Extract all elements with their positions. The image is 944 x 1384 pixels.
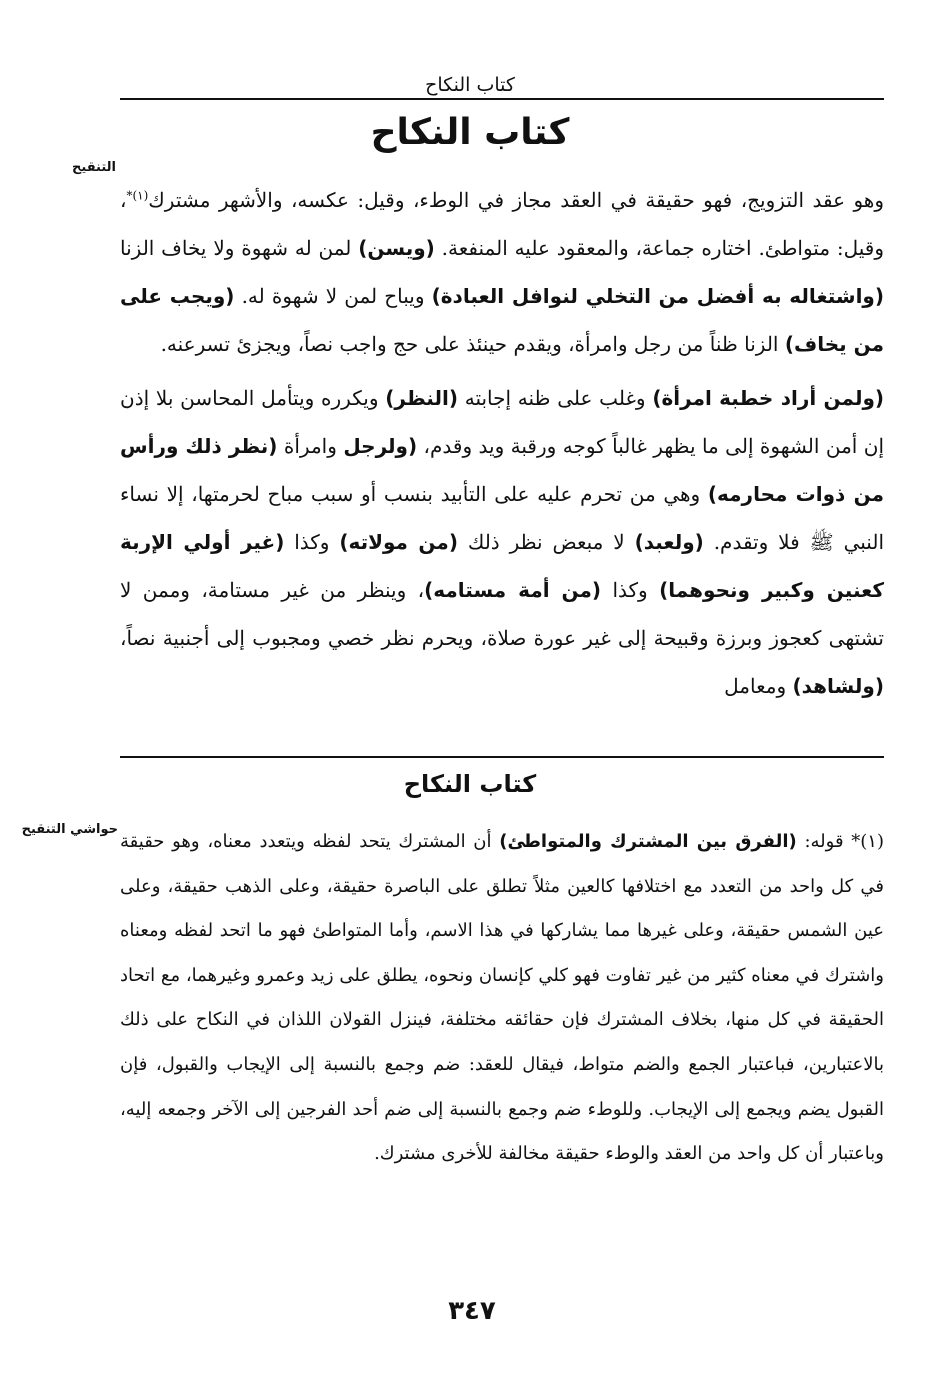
text-run: وغلب على ظنه إجابته — [464, 386, 646, 410]
footnote-1 — [120, 820, 884, 1177]
side-label-tanqih: التنقيح — [72, 160, 116, 175]
bold-term: (ولمن أراد خطبة امرأة) — [652, 386, 885, 410]
text-run: وهو عقد التزويج، فهو حقيقة في العقد مجاز في الوطء، وقيل: عكسه، والأشهر مشترك — [148, 188, 884, 212]
text-run: وكذا — [294, 530, 330, 554]
bold-term: (ويجب على من يخاف) — [120, 284, 884, 356]
bold-term: (ولرجل — [343, 434, 418, 458]
side-label-hawashi: حواشي التنقيح — [21, 822, 118, 837]
bold-term: (ولعبد) — [634, 530, 704, 554]
text-run: ويباح لمن لا شهوة له. — [241, 284, 425, 308]
text-run: وهي من تحرم عليه على التأبيد بنسب أو سبب مباح لحرمتها، إلا نساء النبي ﷺ فلا وتقدم. — [120, 482, 884, 554]
footnote-text — [120, 820, 884, 1177]
bold-term: (من أمة مستامه) — [424, 578, 602, 602]
footnote-marker: (١)* قوله: — [804, 831, 884, 852]
book-title: كتاب النكاح — [370, 112, 570, 153]
text-run: الزنا ظناً من رجل وامرأة، ويقدم حينئذ على حج واجب نصاً، ويجزئ تسرعنه. — [160, 332, 779, 356]
text-run: ويكرره ويتأمل المحاسن بلا إذن إن أمن الشهوة إلى ما يظهر غالباً كوجه ورقبة ويد وقدم، — [120, 386, 885, 458]
paragraph-1 — [120, 176, 884, 368]
footnotes-title: كتاب النكاح — [403, 770, 537, 798]
header-rule — [120, 98, 884, 100]
text-run: أن المشترك يتحد لفظه ويتعدد معناه، وهو حقيقة في كل واحد من التعدد مع اختلافها كالعين مثلاً تطلق على الباصرة حقيقة، وعلى الذهب حقيقة، وعلى عين الشمس حقيقة، وعلى غيرها مما يشاركها في هذا الاسم، وأما المتواطئ فهو ما اتحد لفظه ومعناه واشترك في معناه كثير من غير تفاوت فهو كلي كإنسان ونحوه، يطلق على زيد وعمرو وغيرهما، مع اتحاد الحقيقة في كل منها، بخلاف المشترك فإن حقائقه مختلفة، فينزل القولان اللذان في النكاح على ذلك بالاعتبارين، فباعتبار الجمع والضم متواط، فيقال للعقد: ضم وجمع بالنسبة إلى الإيجاب والقبول، فإن القبول يضم ويجمع إلى الإيجاب. وللوطء ضم وجمع بالنسبة إلى ضم أحد الفرجين إلى الآخر وجمعه إليه، وباعتبار أن كل واحد من العقد والوطء حقيقة مخالفة للأخرى مشترك. — [120, 831, 884, 1165]
text-run: وامرأة — [283, 434, 337, 458]
text-run: ومعامل — [724, 674, 787, 698]
bold-term: (ويسن) — [358, 236, 435, 260]
paragraph-2 — [120, 374, 884, 710]
text-run: ، وينظر من غير مستامة، وممن لا تشتهى كعجوز وبرزة وقبيحة إلى غير عورة صلاة، ويحرم نظر خصي ومجبوب إلى أجنبية نصاً، — [120, 578, 884, 650]
bold-term: (ولشاهد) — [792, 674, 884, 698]
bold-term: (نظر ذلك ورأس من ذوات محارمه) — [120, 434, 884, 506]
bold-term: (النظر) — [385, 386, 458, 410]
bold-term: (من مولاته) — [339, 530, 458, 554]
bold-term: (الفرق بين المشترك والمتواطئ) — [499, 831, 797, 852]
running-title: كتاب النكاح — [425, 74, 515, 96]
bold-term: (غير أولي الإربة كعنين وكبير ونحوهما) — [120, 530, 885, 602]
text-run: وكذا — [612, 578, 648, 602]
bold-term: (واشتغاله به أفضل من التخلي لنوافل العبادة) — [431, 284, 884, 308]
footnote-ref: (١)* — [126, 188, 149, 203]
text-run: لا مبعض نظر ذلك — [467, 530, 625, 554]
text-run: ، وقيل: متواطئ. اختاره جماعة، والمعقود عليه المنفعة. — [120, 188, 885, 260]
footnote-separator — [120, 756, 884, 758]
page-number: ٣٤٧ — [448, 1296, 496, 1326]
main-text — [120, 176, 884, 710]
text-run: لمن له شهوة ولا يخاف الزنا — [120, 236, 352, 260]
